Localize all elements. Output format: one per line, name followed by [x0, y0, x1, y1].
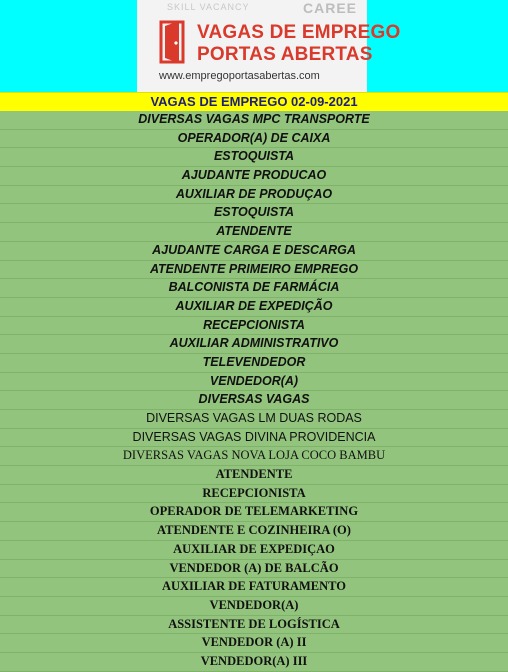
- job-listing-item[interactable]: VENDEDOR (A) DE BALCÃO: [0, 560, 508, 579]
- job-listing-item[interactable]: AUXILIAR DE EXPEDIÇAO: [0, 541, 508, 560]
- job-listing-item[interactable]: DIVERSAS VAGAS LM DUAS RODAS: [0, 410, 508, 429]
- job-listing-item[interactable]: ESTOQUISTA: [0, 204, 508, 223]
- job-listing-item[interactable]: ATENDENTE E COZINHEIRA (O): [0, 522, 508, 541]
- logo-url: www.empregoportasabertas.com: [159, 70, 320, 82]
- logo-title-line1: VAGAS DE EMPREGO: [197, 22, 401, 43]
- page-title: VAGAS DE EMPREGO 02-09-2021: [0, 92, 508, 111]
- job-listing-item[interactable]: VENDEDOR(A): [0, 597, 508, 616]
- job-listing-item[interactable]: AUXILIAR DE EXPEDIÇÃO: [0, 298, 508, 317]
- job-listing-item[interactable]: ATENDENTE: [0, 466, 508, 485]
- logo-background-text: [167, 0, 361, 16]
- job-listing-item[interactable]: BALCONISTA DE FARMÁCIA: [0, 279, 508, 298]
- job-listing-item[interactable]: ASSISTENTE DE LOGÍSTICA: [0, 616, 508, 635]
- logo-bg-text-right: CAREE: [302, 0, 357, 16]
- job-listing-item[interactable]: AJUDANTE CARGA E DESCARGA: [0, 242, 508, 261]
- job-listing-item[interactable]: DIVERSAS VAGAS DIVINA PROVIDENCIA: [0, 429, 508, 448]
- job-listing-item[interactable]: AUXILIAR DE FATURAMENTO: [0, 578, 508, 597]
- job-listing-item[interactable]: DIVERSAS VAGAS MPC TRANSPORTE: [0, 111, 508, 130]
- job-listing-item[interactable]: RECEPCIONISTA: [0, 485, 508, 504]
- logo-title-line2: PORTAS ABERTAS: [197, 44, 373, 65]
- job-listing-item[interactable]: VENDEDOR(A) III: [0, 653, 508, 672]
- job-listing-item[interactable]: VENDEDOR (A) II: [0, 634, 508, 653]
- job-listing-item[interactable]: OPERADOR(A) DE CAIXA: [0, 130, 508, 149]
- job-listing-item[interactable]: DIVERSAS VAGAS: [0, 391, 508, 410]
- job-listing-item[interactable]: AUXILIAR ADMINISTRATIVO: [0, 335, 508, 354]
- door-icon: [159, 18, 189, 66]
- job-listing-item[interactable]: DIVERSAS VAGAS NOVA LOJA COCO BAMBU: [0, 447, 508, 466]
- job-listing-item[interactable]: AJUDANTE PRODUCAO: [0, 167, 508, 186]
- logo-bg-text-left: SKILL VACANCY: [167, 2, 250, 12]
- job-listing-item[interactable]: RECEPCIONISTA: [0, 317, 508, 336]
- job-listing-item[interactable]: ESTOQUISTA: [0, 148, 508, 167]
- job-listing-item[interactable]: AUXILIAR DE PRODUÇAO: [0, 186, 508, 205]
- job-listing-item[interactable]: ATENDENTE: [0, 223, 508, 242]
- job-list: [0, 111, 508, 672]
- job-listing-item[interactable]: OPERADOR DE TELEMARKETING: [0, 503, 508, 522]
- job-listing-item[interactable]: VENDEDOR(A): [0, 373, 508, 392]
- job-listing-item[interactable]: TELEVENDEDOR: [0, 354, 508, 373]
- top-banner: [0, 0, 508, 92]
- job-listing-item[interactable]: ATENDENTE PRIMEIRO EMPREGO: [0, 261, 508, 280]
- site-logo[interactable]: [137, 0, 401, 92]
